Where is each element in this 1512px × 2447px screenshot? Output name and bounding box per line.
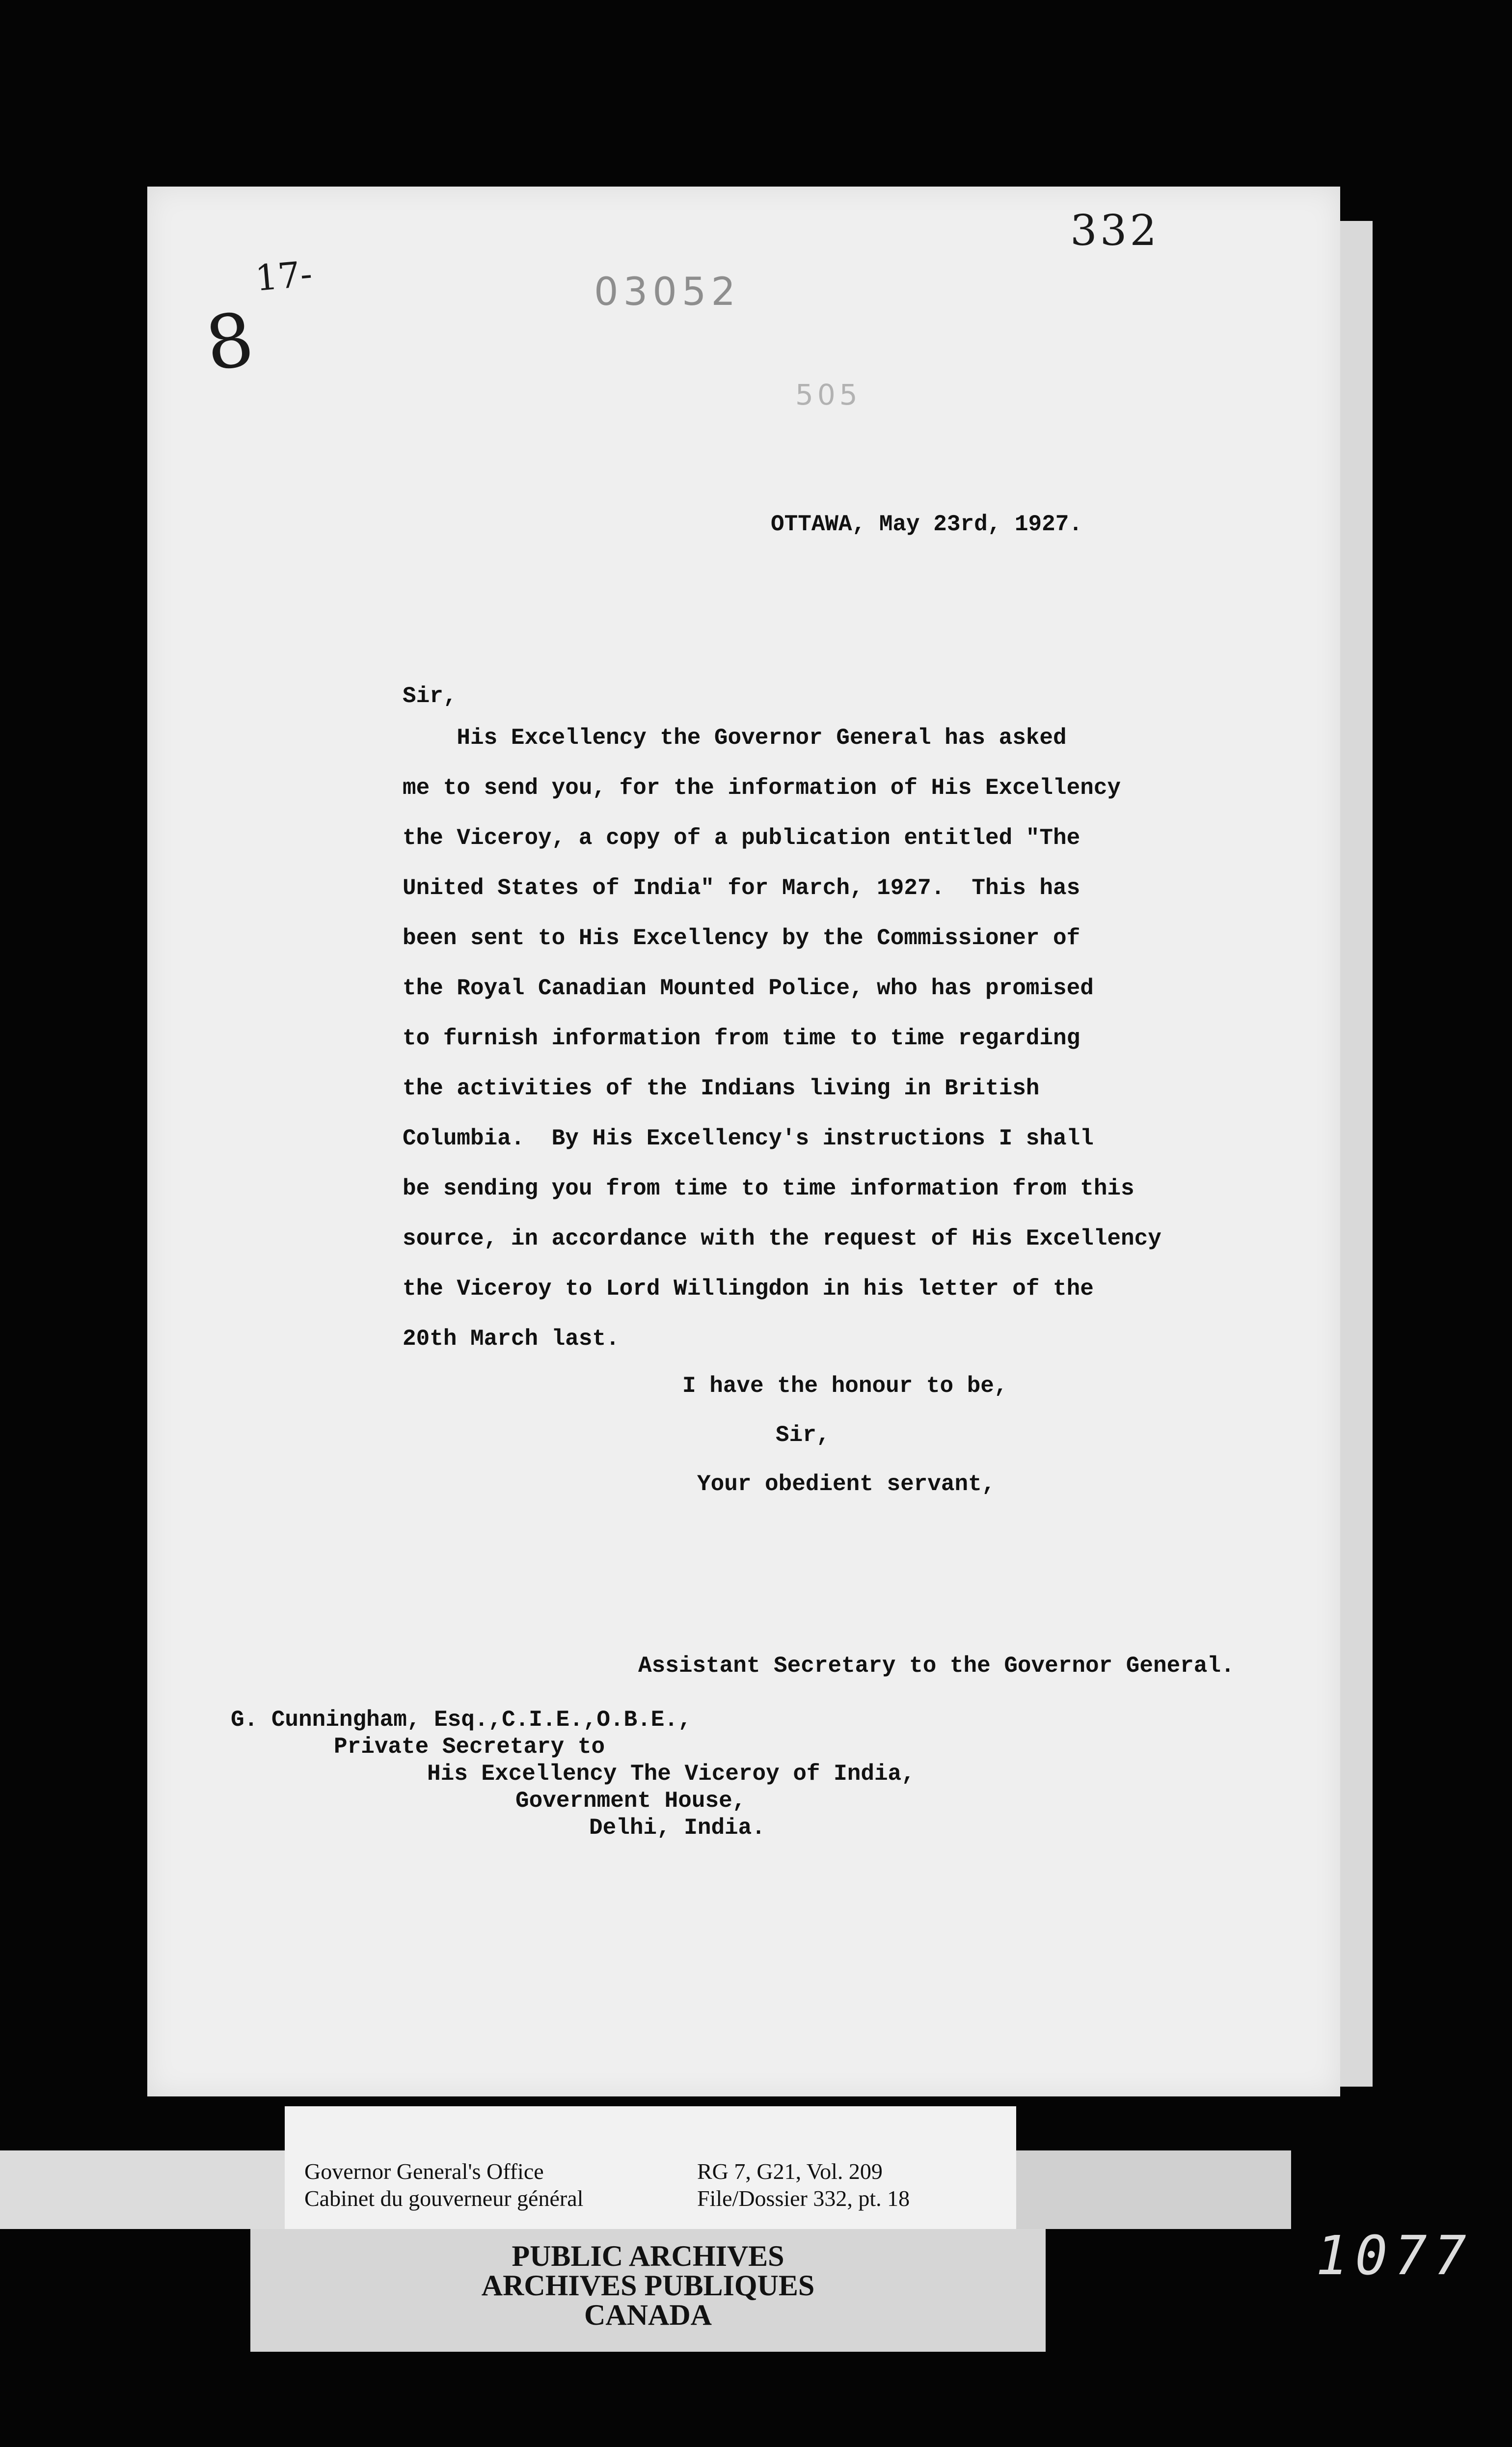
body-line: United States of India" for March, 1927. This has (403, 875, 1080, 901)
address-line: G. Cunningham, Esq.,C.I.E.,O.B.E., (231, 1707, 692, 1733)
body-line: been sent to His Excellency by the Commissioner of (403, 925, 1080, 951)
body-line: 20th March last. (403, 1326, 620, 1352)
archives-name-french: ARCHIVES PUBLIQUES (481, 2269, 815, 2302)
microfilm-frame-number: 1077 (1316, 2224, 1473, 2287)
office-name-english: Governor General's Office (304, 2159, 544, 2184)
body-line: the Viceroy to Lord Willingdon in his letter of the (403, 1276, 1094, 1302)
address-line: Government House, (515, 1788, 746, 1814)
office-name-french: Cabinet du gouverneur général (304, 2186, 584, 2211)
address-line: Delhi, India. (589, 1815, 765, 1841)
handwritten-page-number: 332 (1070, 206, 1160, 255)
closing-line: Sir, (776, 1422, 830, 1448)
signature-title: Assistant Secretary to the Governor General. (638, 1653, 1235, 1679)
film-edge-right (1016, 2150, 1291, 2229)
body-line: Columbia. By His Excellency's instructions I shall (403, 1126, 1094, 1151)
archives-country: CANADA (584, 2299, 712, 2331)
address-line: His Excellency The Viceroy of India, (427, 1761, 915, 1787)
body-line: the Royal Canadian Mounted Police, who has promised (403, 976, 1094, 1001)
body-line: be sending you from time to time information from this (403, 1176, 1134, 1201)
body-line: the activities of the Indians living in British (403, 1076, 1040, 1101)
archives-name-english: PUBLIC ARCHIVES (512, 2240, 784, 2272)
file-reference: File/Dossier 332, pt. 18 (697, 2186, 910, 2211)
address-line: Private Secretary to (334, 1734, 605, 1760)
dateline: OTTAWA, May 23rd, 1927. (771, 512, 1082, 537)
salutation: Sir, (403, 683, 457, 709)
stamped-number: 03052 (594, 270, 741, 314)
film-edge-left (0, 2150, 285, 2229)
faint-stamp: 505 (795, 378, 862, 411)
handwritten-scribble: 17- (253, 253, 314, 299)
closing-line: I have the honour to be, (682, 1373, 1008, 1399)
body-line: source, in accordance with the request of His Excellency (403, 1226, 1161, 1251)
body-line: to furnish information from time to time regarding (403, 1026, 1080, 1051)
body-line: me to send you, for the information of His Excellency (403, 775, 1121, 801)
handwritten-mark: 8 (200, 297, 259, 388)
body-line: the Viceroy, a copy of a publication entitled "The (403, 825, 1080, 851)
closing-line: Your obedient servant, (697, 1471, 996, 1497)
record-group-reference: RG 7, G21, Vol. 209 (697, 2159, 883, 2184)
body-line: His Excellency the Governor General has asked (403, 725, 1067, 751)
